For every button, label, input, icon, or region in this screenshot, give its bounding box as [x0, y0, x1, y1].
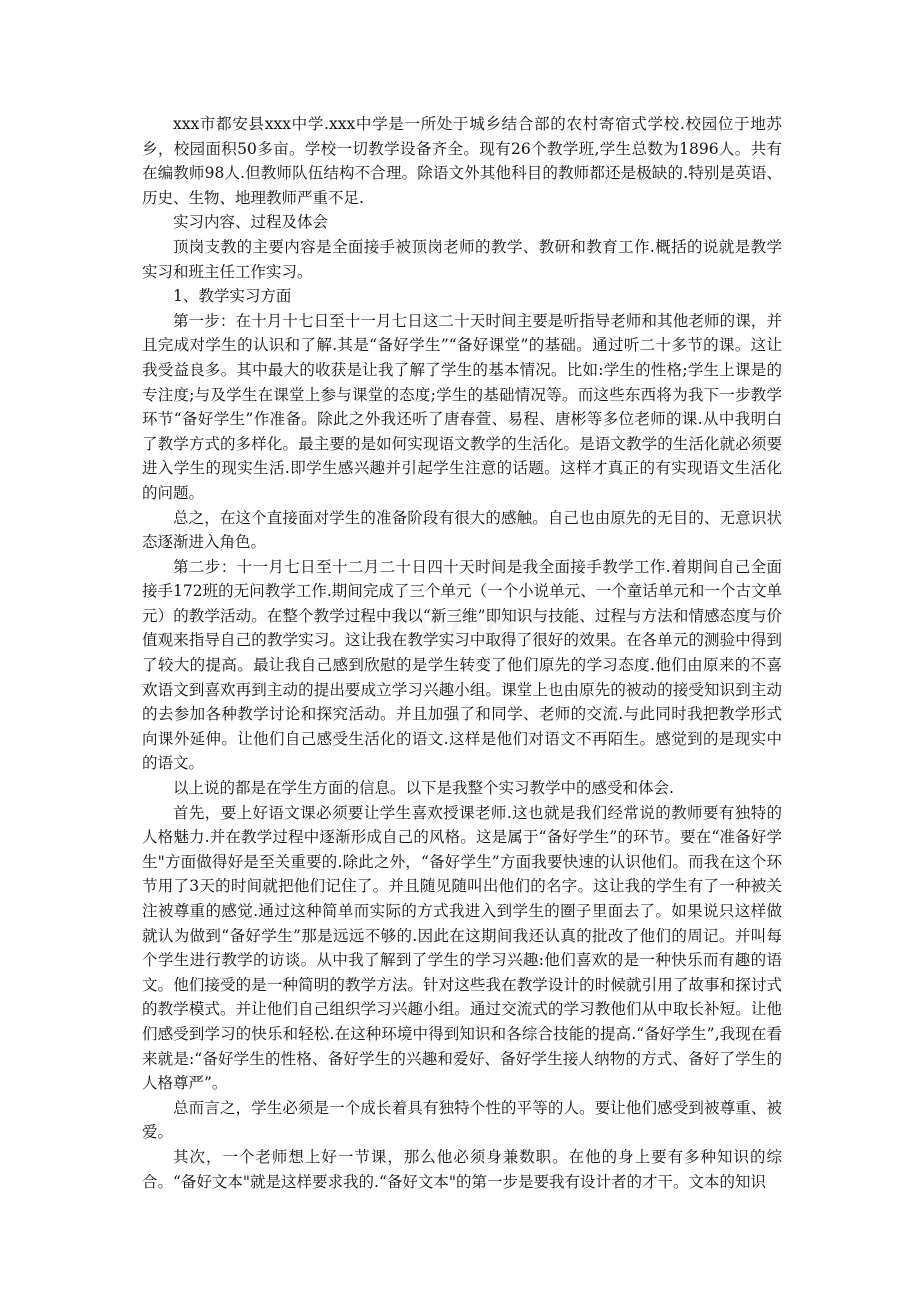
paragraph-conclusion: 总而言之，学生必须是一个成长着具有独特个性的平等的人。要让他们感受到被尊重、被爱。: [142, 1098, 782, 1142]
subsection-heading-teaching: 1、教学实习方面: [173, 287, 292, 306]
paragraph-step-two: 第二步：十一月七日至十二月二十日四十天时间是我全面接手教学工作.着期间自己全面接手172班的无问教学工作.期间完成了三个单元（一个小说单元、一个童话单元和一个古文单元）的教学活动。在整个教学过程中我以“新三维”即知识与技能、过程与方法和情感态度与价值观来指导自己的教学实习。这让我在教学实习中取得了很好的效果。在各单元的测验中得到了较大的提高。最让我自己感到欣慰的是学生转变了他们原先的学习态度.他们由原来的不喜欢语文到喜欢再到主动的提出要成立学习兴趣小组。课堂上也由原先的被动的接受知识到主动的去参加各种教学讨论和探究活动。并且加强了和同学、老师的交流.与此同时我把教学形式向课外延伸。让他们自己感受生活化的语文.这样是他们对语文不再陌生。感觉到的是现实中的语文。: [142, 557, 782, 773]
paragraph-summary-one: 总之，在这个直接面对学生的准备阶段有很大的感触。自己也由原先的无目的、无意识状态逐渐进入角色。: [142, 508, 782, 552]
paragraph-step-one: 第一步：在十月十七日至十一月七日这二十天时间主要是听指导老师和其他老师的课，并且完成对学生的认识和了解.其是“备好学生”“备好课堂”的基础。通过听二十多节的课。这让我受益良多。其中最大的收获是让我了解了学生的基本情况。比如:学生的性格;学生上课是的专注度;与及学生在课堂上参与课堂的态度;学生的基础情况等。而这些东西将为我下一步教学环节“备好学生”作准备。除此之外我还听了唐春萱、易程、唐彬等多位老师的课.从中我明白了教学方式的多样化。最主要的是如何实现语文教学的生活化。是语文教学的生活化就必须要进入学生的现实生活.即学生感兴趣并引起学生注意的话题。这样才真正的有实现语文生活化的问题。: [142, 311, 782, 502]
paragraph-first-point: 首先，要上好语文课必须要让学生喜欢授课老师.这也就是我们经常说的教师要有独特的人格魅力.并在教学过程中逐渐形成自己的风格。这是属于“备好学生”的环节。要在“准备好学生"方面做得好是至关重要的.除此之外，“备好学生”方面我要快速的认识他们。而我在这个环节用了3天的时间就把他们记住了。并且随见随叫出他们的名字。这让我的学生有了一种被关注被尊重的感觉.通过这种简单而实际的方式我进入到学生的圈子里面去了。如果说只这样做就认为做到“备好学生”那是远远不够的.因此在这期间我还认真的批改了他们的周记。并叫每个学生进行教学的访谈。从中我了解到了学生的学习兴趣:他们喜欢的是一种快乐而有趣的语文。他们接受的是一种简明的教学方法。针对这些我在教学设计的时候就引用了故事和探讨式的教学模式。并让他们自己组织学习兴趣小组。通过交流式的学习教他们从中取长补短。让他们感受到学习的快乐和轻松.在这种环境中得到知识和各综合技能的提高.“备好学生”,我现在看来就是:“备好学生的性格、备好学生的兴趣和爱好、备好学生接人纳物的方式、备好了学生的人格尊严”。: [142, 803, 782, 1093]
paragraph-school-intro: xxx市都安县xxx中学.xxx中学是一所处于城乡结合部的农村寄宿式学校.校园位于地苏乡，校园面积50多亩。学校一切教学设备齐全。现有26个教学班,学生总数为1896人。共有在编教师98人.但教师队伍结构不合理。除语文外其他科目的教师都还是极缺的.特别是英语、历史、生物、地理教师严重不足.: [142, 115, 782, 207]
paragraph-main-content: 顶岗支教的主要内容是全面接手被顶岗老师的教学、教研和教育工作.概括的说就是教学实习和班主任工作实习。: [142, 237, 782, 281]
document-body: [142, 112, 782, 1194]
paragraph-transition: 以上说的都是在学生方面的信息。以下是我整个实习教学中的感受和体会.: [173, 779, 674, 798]
section-heading-content: 实习内容、过程及体会: [173, 213, 329, 232]
paragraph-second-point: 其次，一个老师想上好一节课，那么他必须身兼数职。在他的身上要有多种知识的综合。“备好文本"就是这样要求我的.“备好文本"的第一步是要我有设计者的才干。文本的知识: [142, 1147, 782, 1191]
